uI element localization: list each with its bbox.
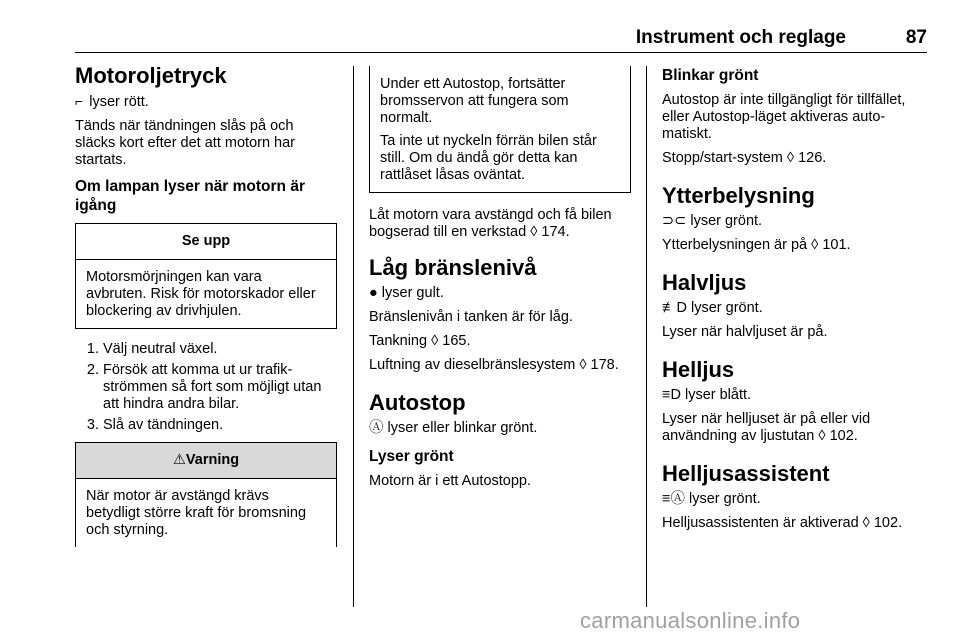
autostop-icon: Ⓐ	[369, 420, 384, 436]
autostop-lamp-line	[369, 420, 631, 437]
low-beam-icon: ≢D	[662, 300, 687, 316]
column-divider-2	[646, 66, 647, 607]
warning-title	[76, 443, 336, 479]
watermark: carmanualsonline.info	[580, 608, 801, 633]
fuel-text-1: Bränslenivån i tanken är för låg.	[369, 309, 573, 325]
subheading-blinking-green: Blinkar grönt	[662, 67, 759, 84]
caution-box	[75, 223, 337, 329]
list-item: 3. Slå av tändningen.	[103, 417, 337, 434]
list-item: 1. Välj neutral växel.	[103, 341, 337, 358]
exterior-text: Ytterbelysningen är på ◊ 101.	[662, 237, 851, 253]
tow-paragraph: Låt motorn vara avstängd och få bilen bogserad till en verkstad ◊ 174.	[369, 207, 612, 240]
oil-can-icon: ⌐	[75, 93, 84, 109]
subheading-lit-green: Lyser grönt	[369, 448, 454, 465]
section-heading-high-beam: Helljus	[662, 357, 735, 382]
column-2	[369, 66, 631, 497]
high-beam-icon: ≡D	[662, 387, 681, 403]
subheading-lamp-running: Om lampan lyser när motorn är igång	[75, 178, 305, 214]
oil-paragraph: Tänds när tändningen slås på och släcks kort efter det att motorn har startats.	[75, 118, 296, 168]
section-heading-oil-pressure: Motoroljetryck	[75, 63, 227, 88]
section-heading-high-beam-assist: Helljusassistent	[662, 461, 830, 486]
page-number: 87	[905, 27, 927, 48]
column-3	[662, 66, 932, 539]
steps-list	[75, 341, 337, 434]
warning-text: När motor är avstängd krävs betydligt större kraft för bromsning och styrning.	[86, 488, 307, 538]
section-heading-exterior-lights: Ytterbelysning	[662, 183, 815, 208]
caution-text: Motorsmörjningen kan vara avbruten. Risk för motorskador eller blockering av drivhjulen.	[86, 269, 316, 319]
box-text-1: Under ett Autostop, fortsätter bromsservon att fungera som normalt.	[380, 76, 569, 126]
warning-title-text: Varning	[185, 452, 240, 468]
exterior-light-icon: ⊃⊂	[662, 213, 687, 229]
dot-icon: ●	[369, 285, 378, 301]
exterior-lamp-line	[662, 213, 932, 230]
high-beam-assist-icon: ≡Ⓐ	[662, 491, 685, 507]
list-item: 2. Försök att komma ut ur trafik-strömmen så fort som möjligt utan att hindra andra bilar.	[103, 362, 337, 413]
box-text-2: Ta inte ut nyckeln förrän bilen står still. Om du ändå gör detta kan rattlåset låsas oväntat.	[380, 133, 597, 183]
assist-text: Helljusassistenten är aktiverad ◊ 102.	[662, 515, 903, 531]
assist-lamp-text: lyser grönt.	[684, 491, 761, 507]
oil-lamp-text: lyser rött.	[85, 94, 149, 110]
section-heading-low-fuel: Låg bränslenivå	[369, 255, 537, 280]
exterior-lamp-text: lyser grönt.	[686, 213, 763, 229]
assist-lamp-line	[662, 491, 932, 508]
column-divider-1	[353, 66, 354, 607]
low-beam-lamp-text: lyser grönt.	[686, 300, 763, 316]
blink-text-1: Autostop är inte tillgängligt för tillfället, eller Autostop-läget aktiveras auto-matiskt.	[662, 92, 906, 142]
high-beam-lamp-text: lyser blått.	[680, 387, 752, 403]
high-beam-text: Lyser när helljuset är på eller vid användning av ljustutan ◊ 102.	[662, 411, 871, 444]
autostop-green-text: Motorn är i ett Autostopp.	[369, 473, 532, 489]
warning-box-continued	[369, 66, 631, 193]
fuel-text-2: Tankning ◊ 165.	[369, 333, 471, 349]
caution-title: Se upp	[76, 224, 336, 260]
warning-triangle-icon: ⚠	[172, 452, 186, 468]
header-rule	[75, 52, 927, 53]
fuel-text-3: Luftning av dieselbränslesystem ◊ 178.	[369, 357, 619, 373]
section-heading-autostop: Autostop	[369, 390, 466, 415]
fuel-lamp-line	[369, 285, 631, 302]
page-header-title: Instrument och reglage	[635, 27, 846, 48]
autostop-lamp-text: lyser eller blinkar grönt.	[383, 420, 538, 436]
low-beam-lamp-line	[662, 300, 932, 317]
high-beam-lamp-line	[662, 387, 932, 404]
low-beam-text: Lyser när halvljuset är på.	[662, 324, 828, 340]
warning-box	[75, 442, 337, 547]
fuel-lamp-text: lyser gult.	[377, 285, 444, 301]
section-heading-low-beam: Halvljus	[662, 270, 747, 295]
blink-text-2: Stopp/start-system ◊ 126.	[662, 150, 827, 166]
column-1	[75, 63, 337, 547]
oil-lamp-line	[75, 93, 337, 111]
